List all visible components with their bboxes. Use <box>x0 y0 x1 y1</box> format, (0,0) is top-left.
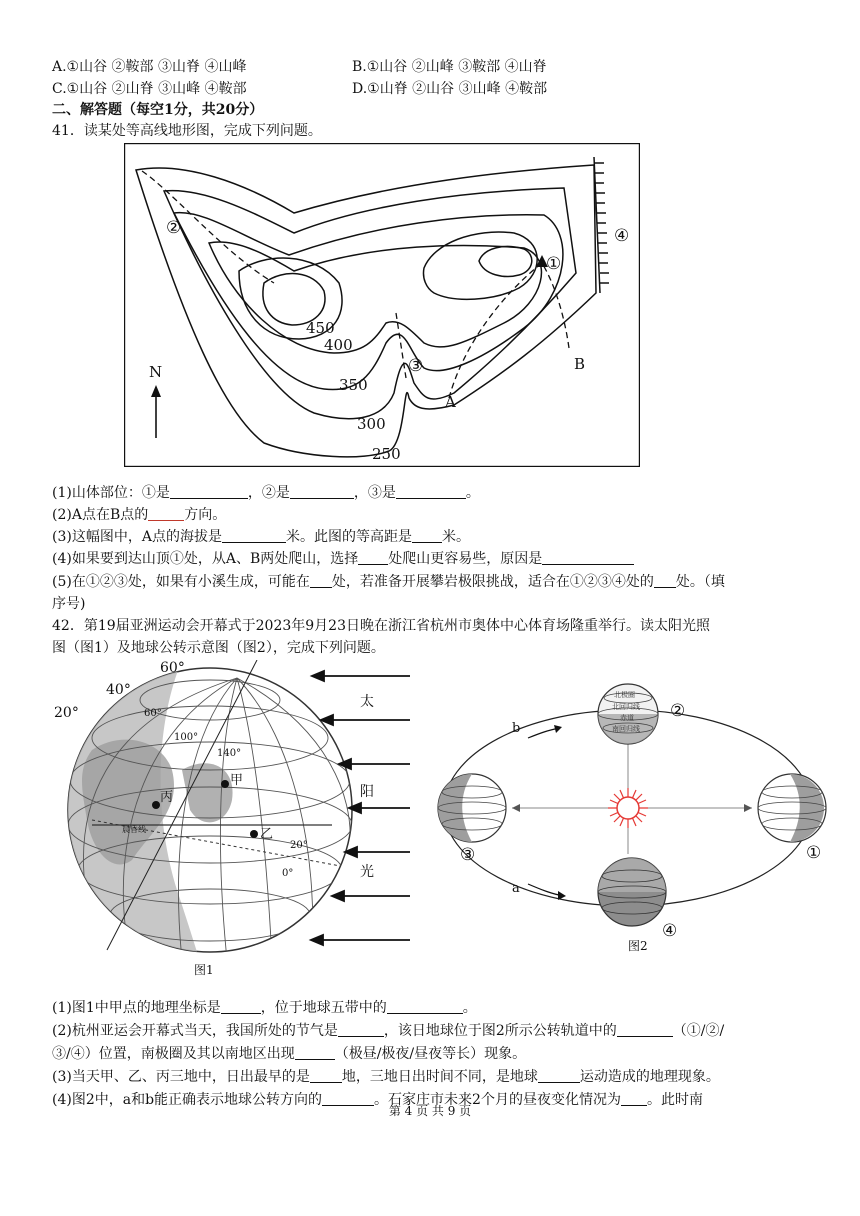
q41-s1: (1)山体部位：①是 ，②是 ，③是 。 <box>52 485 480 501</box>
blank[interactable] <box>396 484 466 499</box>
q42-s2: (2)杭州亚运会开幕式当天，我国所处的节气是 ，该日地球位于图2所示公转轨道中的 （①/②/ <box>52 1023 725 1039</box>
inner-label-100: 100° <box>174 732 199 743</box>
blank[interactable] <box>654 573 676 588</box>
point-bing: 丙 <box>160 790 174 805</box>
globe-label-arctic: 北极圈 <box>614 691 635 699</box>
contour-label-250: 250 <box>372 445 401 463</box>
arrow-b-label: b <box>512 721 521 736</box>
section-title: 二、解答题（每空1分，共20分） <box>52 102 264 118</box>
lat-label-60: 60° <box>160 660 185 676</box>
globe-label-tropic-n: 北回归线 <box>612 703 640 711</box>
mark-3: ③ <box>408 356 424 376</box>
q41-s4: (4)如果要到达山顶①处，从A、B两处爬山，选择 处爬山更容易些，原因是 <box>52 550 634 568</box>
q41-s5: (5)在①②③处，如果有小溪生成，可能在 处，若准备开展攀岩极限挑战，适合在①②③④处的 处。（填 <box>52 574 725 590</box>
globe-label-tropic-s: 南回归线 <box>612 725 640 733</box>
q42-s3: (3)当天甲、乙、丙三地中，日出最早的是 地，三地日出时间不同，是地球 运动造成的地理现象。 <box>52 1069 720 1085</box>
blank[interactable] <box>387 999 463 1014</box>
inner-label-140: 140° <box>217 748 242 759</box>
option-a: A.①山谷 ②鞍部 ③山脊 ④山峰 <box>52 59 247 75</box>
blank[interactable] <box>538 1068 580 1083</box>
mark-1: ① <box>546 254 562 274</box>
option-c: C.①山谷 ②山脊 ③山峰 ④鞍部 <box>52 81 247 97</box>
figure-2-caption: 图2 <box>628 939 648 953</box>
blank[interactable] <box>310 1068 342 1083</box>
q41-s5-cont: 序号) <box>52 596 86 612</box>
lat-label-40: 40° <box>106 682 131 698</box>
blank[interactable] <box>170 484 248 499</box>
blank[interactable] <box>148 506 184 521</box>
option-b: B.①山谷 ②山峰 ③鞍部 ④山脊 <box>352 59 547 75</box>
sun-label-2: 阳 <box>360 784 374 800</box>
position-3: ③ <box>460 845 476 865</box>
north-label: N <box>149 363 163 381</box>
inner-label-0: 0° <box>282 868 294 879</box>
blank[interactable] <box>295 1045 335 1060</box>
globe-label-equator: 赤道 <box>620 714 634 722</box>
q41-s2: (2)A点在B点的 方向。 <box>52 507 227 523</box>
sun-label-1: 太 <box>360 694 374 710</box>
blank[interactable] <box>310 573 332 588</box>
arrow-a-label: a <box>512 881 520 896</box>
sun-label-3: 光 <box>360 864 374 880</box>
blank[interactable] <box>290 484 354 499</box>
q42-line1: 42．第19届亚洲运动会开幕式于2023年9月23日晚在浙江省杭州市奥体中心体育场隆重举行。读太阳光照 <box>52 618 710 634</box>
q41-s3: (3)这幅图中，A点的海拔是 米。此图的等高距是 米。 <box>52 529 470 545</box>
inner-label-60: 60° <box>144 708 162 719</box>
position-4: ④ <box>662 921 678 941</box>
point-a: A <box>445 393 456 411</box>
mark-2: ② <box>166 218 182 238</box>
figure-1-caption: 图1 <box>194 963 214 977</box>
contour-label-300: 300 <box>357 415 386 433</box>
blank[interactable] <box>358 550 388 565</box>
mark-4: ④ <box>614 226 630 246</box>
position-2: ② <box>670 701 686 721</box>
q42-s2-cont: ③/④）位置，南极圈及其以南地区出现 （极昼/极夜/昼夜等长）现象。 <box>52 1046 527 1062</box>
q41-title: 41．读某处等高线地形图，完成下列问题。 <box>52 123 322 139</box>
lat-label-20: 20° <box>54 705 79 721</box>
position-1: ① <box>806 843 822 863</box>
contour-label-450: 450 <box>306 319 335 337</box>
blank[interactable] <box>617 1022 673 1037</box>
blank[interactable] <box>542 550 634 565</box>
point-b: B <box>574 355 586 373</box>
contour-label-400: 400 <box>324 336 353 354</box>
inner-label-20: 20° <box>290 840 308 851</box>
page-footer: 第 4 页 共 9 页 <box>388 1104 472 1118</box>
q42-line2: 图（图1）及地球公转示意图（图2），完成下列问题。 <box>52 640 385 656</box>
blank[interactable] <box>222 528 286 543</box>
point-jia: 甲 <box>230 773 244 788</box>
blank[interactable] <box>412 528 442 543</box>
q42-s1: (1)图1中甲点的地理坐标是 ，位于地球五带中的 。 <box>52 1000 477 1016</box>
blank[interactable] <box>221 999 261 1014</box>
blank[interactable] <box>338 1022 384 1037</box>
option-d: D.①山脊 ②山谷 ③山峰 ④鞍部 <box>352 81 548 97</box>
figure-1-globe <box>32 660 422 980</box>
contour-label-350: 350 <box>339 376 368 394</box>
contour-map <box>124 143 640 467</box>
terminator-label: 晨昏线 <box>122 825 146 834</box>
figure-2-orbit <box>432 680 832 960</box>
point-yi: 乙 <box>260 827 274 842</box>
q42-s4: (4)图2中，a和b能正确表示地球公转方向的 。石家庄市未来2个月的昼夜变化情况为 。此时南 <box>52 1092 703 1108</box>
